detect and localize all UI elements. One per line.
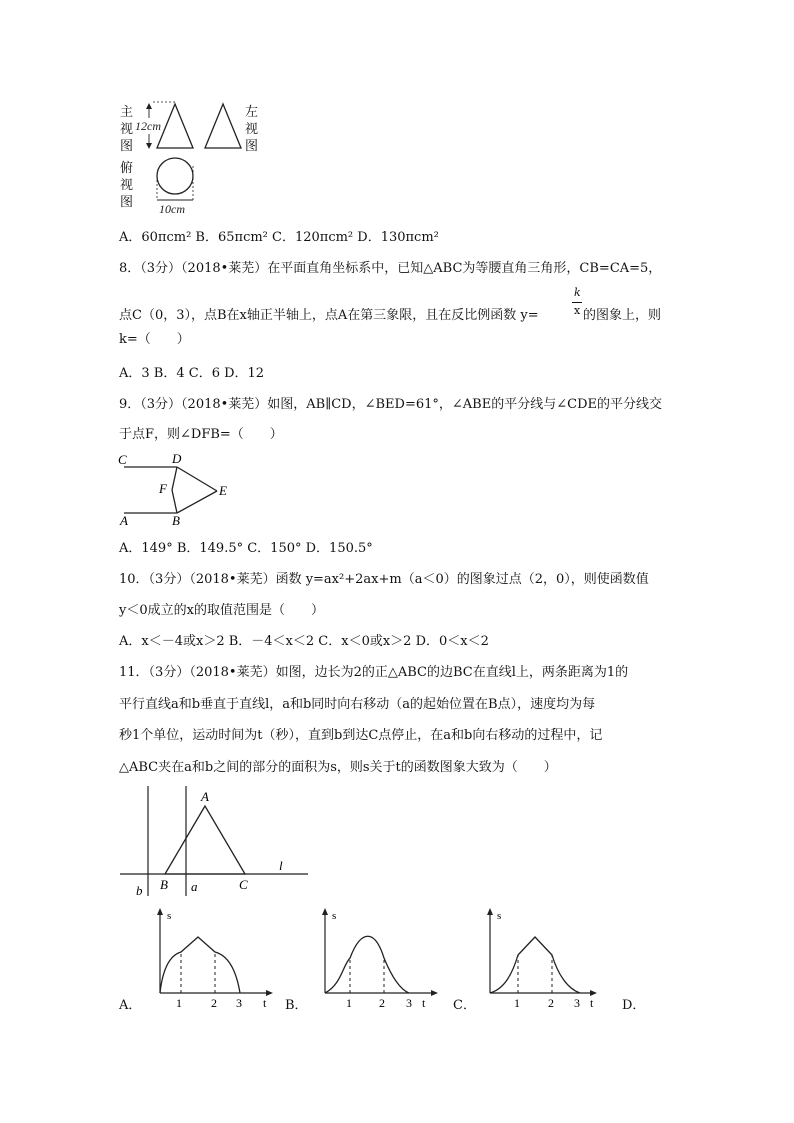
front-view-label: 主视图: [120, 105, 134, 154]
q11-line1: 11．（3分）（2018•莱芜）如图，边长为2的正△ABC的边BC在直线l上，两条距离为1的: [119, 665, 629, 680]
q8-line3: k=（ ）: [119, 332, 190, 347]
q9-label-A: A: [120, 513, 128, 528]
q9-label-D: D: [172, 451, 182, 466]
q8-frac-numerator: k: [574, 286, 581, 299]
choice-label-B: B．: [285, 998, 308, 1013]
q7-options: A．60πcm² B．65πcm² C．120πcm² D．130πcm²: [119, 230, 439, 245]
choice-label-A: A．: [119, 998, 142, 1013]
left-view-triangle: [205, 104, 241, 148]
svg-text:1: 1: [346, 996, 352, 1010]
graph-C: [452, 905, 612, 1010]
choice-label-C: C．: [453, 998, 476, 1013]
q11-label-B: B: [160, 877, 168, 892]
q8-options: A．3 B．4 C．6 D．12: [119, 366, 265, 381]
svg-text:2: 2: [211, 996, 217, 1010]
svg-text:t: t: [590, 996, 594, 1010]
q11-line4: △ABC夹在a和b之间的部分的面积为s，则s关于t的函数图象大致为（ ）: [119, 760, 557, 775]
q8-line2a: 点C（0，3），点B在x轴正半轴上，点A在第三象限，且在反比例函数 y=: [119, 308, 539, 323]
q9-label-E: E: [219, 483, 227, 498]
q8-line1: 8．（3分）（2018•莱芜）在平面直角坐标系中，已知△ABC为等腰直角三角形，CB=CA=5，: [119, 261, 662, 276]
svg-text:t: t: [422, 996, 426, 1010]
q9-line2: 于点F，则∠DFB=（ ）: [119, 427, 283, 442]
q10-options: A．x＜－4或x＞2 B．－4＜x＜2 C．x＜0或x＞2 D．0＜x＜2: [119, 634, 489, 649]
left-view-label: 左视图: [245, 105, 259, 154]
q9-options: A．149° B．149.5° C．150° D．150.5°: [119, 541, 373, 556]
svg-text:3: 3: [406, 996, 412, 1010]
q9-label-B: B: [172, 513, 180, 528]
q9-line1: 9．（3分）（2018•莱芜）如图，AB∥CD，∠BED=61°，∠ABE的平分线与∠CDE的平分线交: [119, 397, 662, 412]
q11-line2: 平行直线a和b垂直于直线l，a和b同时向右移动（a的起始位置在B点），速度均为每: [119, 697, 596, 712]
q10-line2: y＜0成立的x的取值范围是（ ）: [119, 603, 324, 618]
triangle-abc: [165, 806, 245, 874]
q8-frac-bar: [572, 302, 582, 303]
top-view-label: 俯视图: [120, 161, 134, 210]
width-dimension: 10cm: [159, 202, 185, 216]
q11-line3: 秒1个单位，运动时间为t（秒），直到b到达C点停止，在a和b向右移动的过程中，记: [119, 728, 603, 743]
svg-text:2: 2: [548, 996, 554, 1010]
graph-A: [118, 905, 278, 1010]
q10-line1: 10．（3分）（2018•莱芜）函数 y=ax²+2ax+m（a＜0）的图象过点（2，0），则使函数值: [119, 572, 649, 587]
height-dimension: 12cm: [135, 119, 161, 133]
q9-label-F: F: [159, 481, 167, 496]
q11-label-C: C: [239, 877, 248, 892]
top-view-circle: [157, 158, 193, 194]
q11-label-a: a: [191, 879, 198, 894]
svg-text:3: 3: [574, 996, 580, 1010]
svg-text:2: 2: [379, 996, 385, 1010]
graph-B-curve: [325, 936, 409, 993]
q11-label-l: l: [279, 858, 283, 873]
q11-label-b: b: [136, 883, 143, 898]
graph-A-curve: [160, 937, 240, 993]
svg-text:3: 3: [236, 996, 242, 1010]
q8-line2b: 的图象上，则: [583, 308, 662, 323]
graph-B: [283, 905, 443, 1010]
q11-figure: [118, 782, 313, 900]
choice-label-D: D．: [622, 998, 646, 1013]
three-views-figure: [135, 96, 245, 216]
q8-frac-denominator: x: [574, 304, 581, 317]
q9-label-C: C: [118, 452, 127, 467]
q9-figure: [112, 450, 252, 530]
front-view-triangle: [157, 104, 193, 148]
svg-text:s: s: [332, 910, 337, 922]
svg-text:t: t: [263, 996, 267, 1010]
q11-label-A: A: [201, 789, 209, 804]
svg-text:s: s: [167, 910, 172, 922]
svg-text:1: 1: [514, 996, 520, 1010]
svg-text:1: 1: [176, 996, 182, 1010]
graph-C-curve: [490, 937, 580, 993]
svg-text:s: s: [497, 910, 502, 922]
